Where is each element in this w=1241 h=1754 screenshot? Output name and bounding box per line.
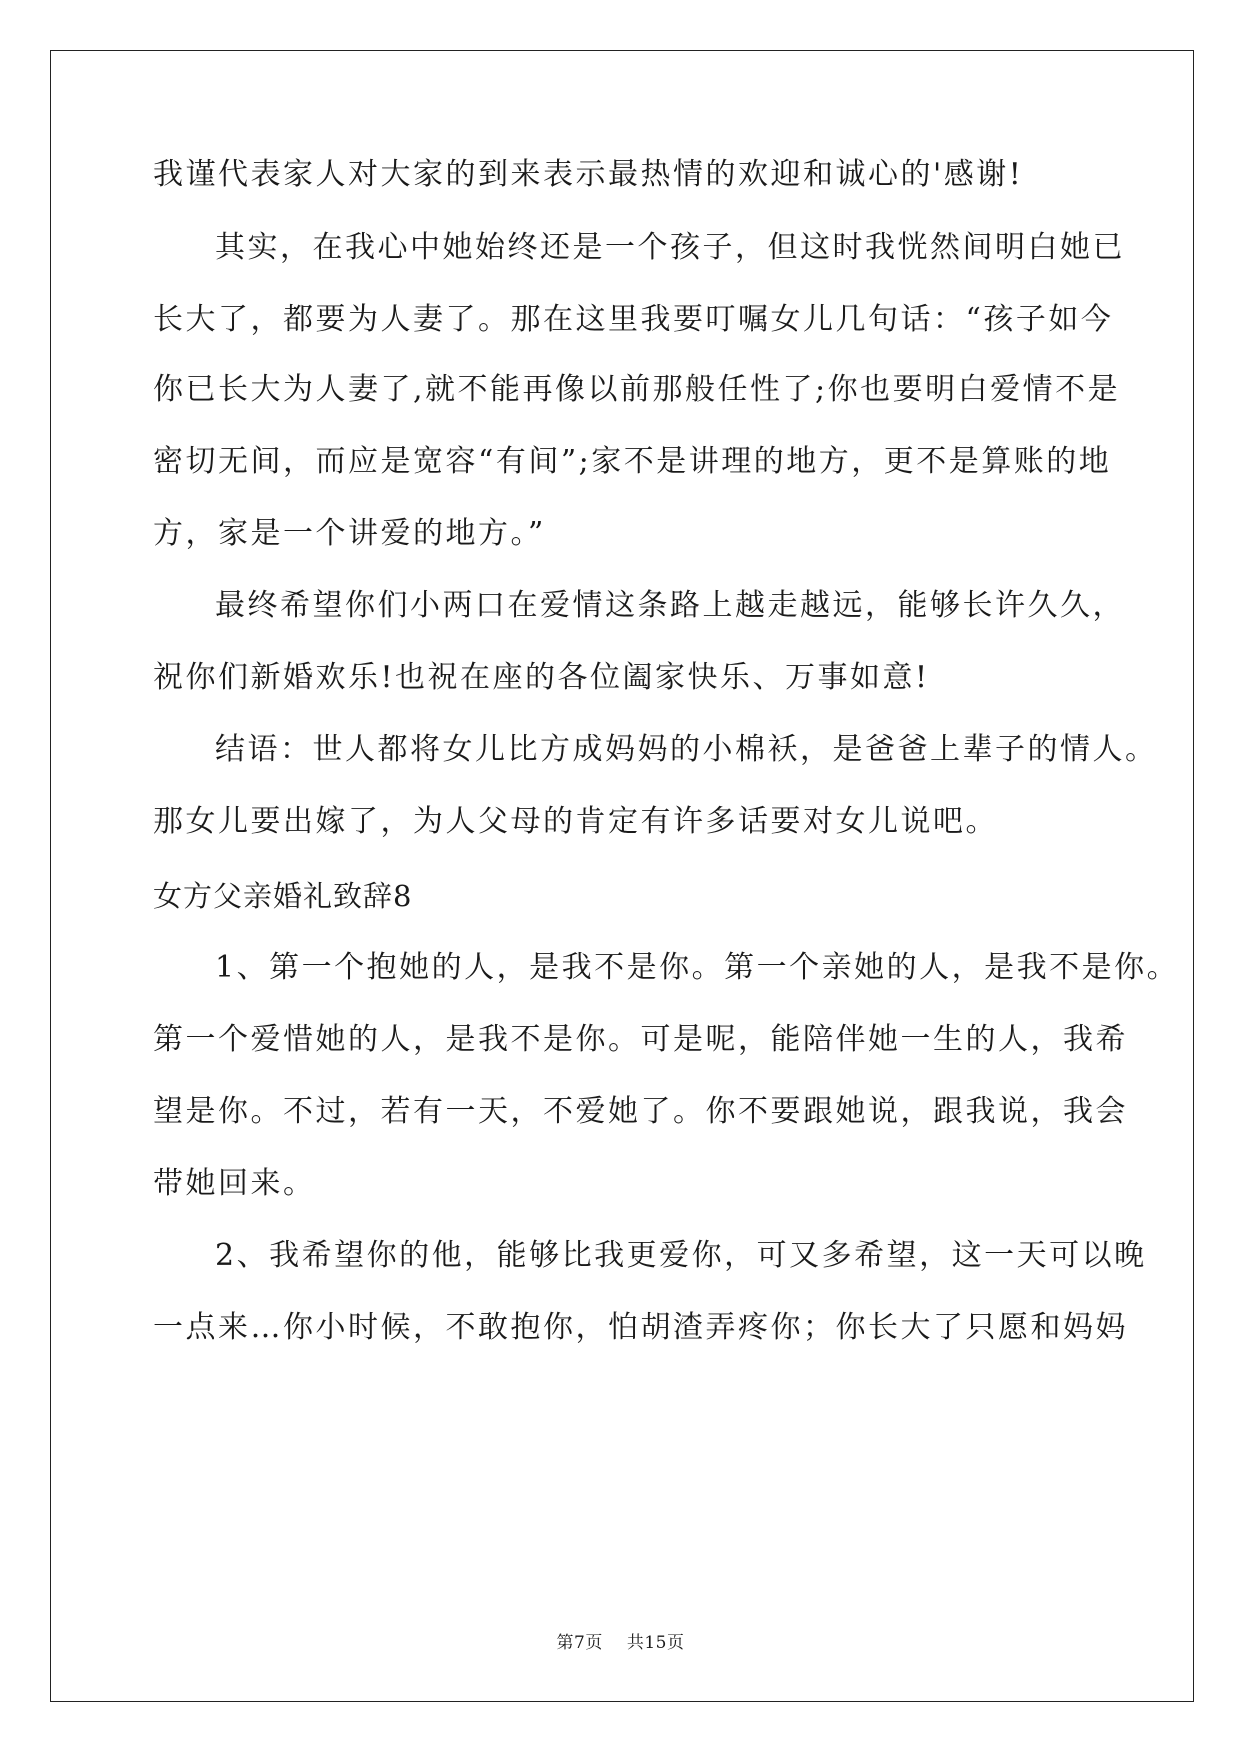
body-line-16: 2、我希望你的他，能够比我更爱你，可又多希望，这一天可以晚 <box>215 1238 1147 1273</box>
body-line-15: 带她回来。 <box>153 1166 316 1201</box>
page-total: 共15页 <box>626 1633 685 1653</box>
page-number: 第7页 <box>556 1633 603 1653</box>
body-line-8: 祝你们新婚欢乐!也祝在座的各位阖家快乐、万事如意! <box>153 660 930 695</box>
body-line-17: 一点来…你小时候，不敢抱你，怕胡渣弄疼你；你长大了只愿和妈妈 <box>153 1310 1128 1345</box>
section-heading: 女方父亲婚礼致辞8 <box>153 879 413 913</box>
body-line-2: 其实，在我心中她始终还是一个孩子，但这时我恍然间明白她已 <box>215 230 1125 265</box>
body-line-12: 1、第一个抱她的人，是我不是你。第一个亲她的人，是我不是你。 <box>215 950 1180 985</box>
body-line-6: 方，家是一个讲爱的地方。” <box>153 516 546 551</box>
body-line-9: 结语：世人都将女儿比方成妈妈的小棉袄，是爸爸上辈子的情人。 <box>215 732 1158 767</box>
body-line-13: 第一个爱惜她的人，是我不是你。可是呢，能陪伴她一生的人，我希 <box>153 1022 1128 1057</box>
body-line-10: 那女儿要出嫁了，为人父母的肯定有许多话要对女儿说吧。 <box>153 804 998 839</box>
body-line-1: 我谨代表家人对大家的到来表示最热情的欢迎和诚心的'感谢! <box>153 157 1024 192</box>
body-line-7: 最终希望你们小两口在爱情这条路上越走越远，能够长许久久， <box>215 588 1125 623</box>
body-line-4: 你已长大为人妻了,就不能再像以前那般任性了;你也要明白爱情不是 <box>153 372 1121 407</box>
page-footer <box>0 1632 1241 1654</box>
body-line-3: 长大了，都要为人妻了。那在这里我要叮嘱女儿几句话：“孩子如今 <box>153 302 1114 337</box>
body-line-5: 密切无间，而应是宽容“有间”;家不是讲理的地方，更不是算账的地 <box>153 444 1112 479</box>
body-line-14: 望是你。不过，若有一天，不爱她了。你不要跟她说，跟我说，我会 <box>153 1094 1128 1129</box>
